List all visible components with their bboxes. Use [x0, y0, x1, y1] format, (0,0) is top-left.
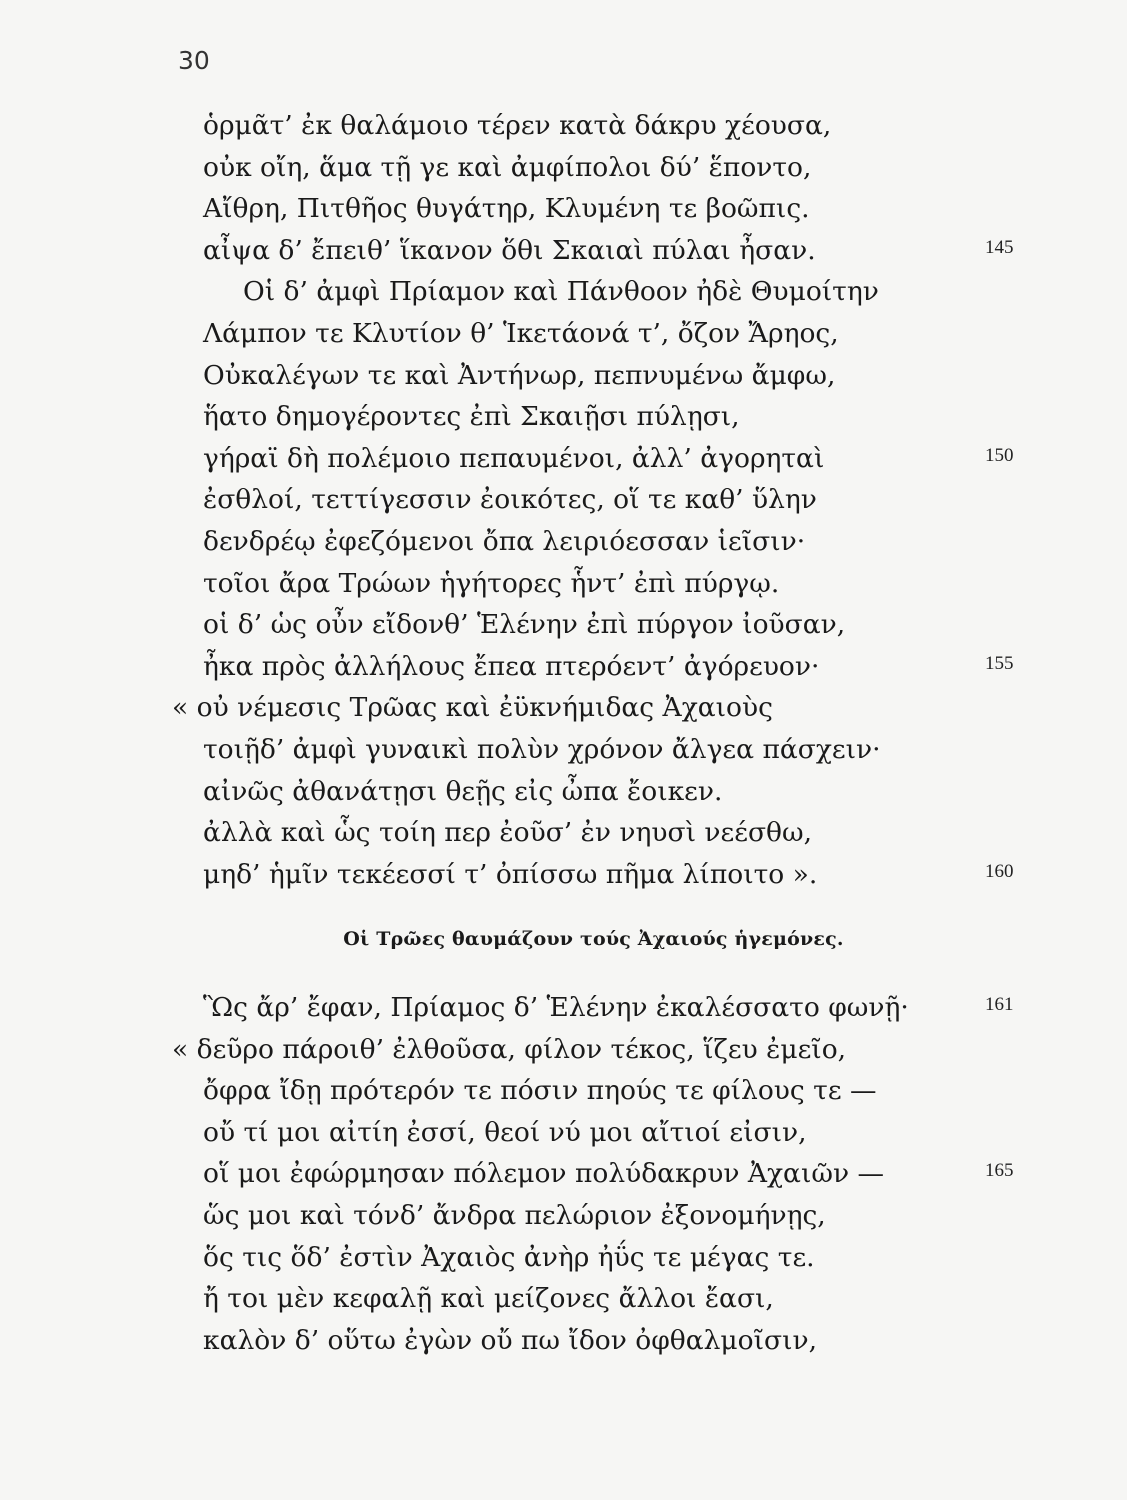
- verse-line: [0, 605, 1127, 645]
- verse-line: [0, 988, 1127, 1028]
- verse-line: [0, 1238, 1127, 1278]
- verse-text: δενδρέῳ ἐφεζόμενοι ὄπα λειριόεσσαν ἱεῖσιν·: [203, 526, 806, 557]
- page-number: 30: [178, 46, 210, 75]
- line-number: 165: [985, 1160, 1014, 1182]
- verse-text: οἵ μοι ἐφώρμησαν πόλεμον πολύδακρυν Ἀχαιῶν —: [203, 1158, 884, 1190]
- verse-text: ὄφρα ἴδῃ πρότερόν τε πόσιν πηούς τε φίλους τε —: [203, 1075, 877, 1107]
- verse-line: [0, 1321, 1127, 1361]
- verse-line: [0, 1030, 1127, 1070]
- verse-line: [0, 1279, 1127, 1319]
- verse-text: Λάμπον τε Κλυτίον θ’ Ἱκετάονά τ’, ὄζον Ἄρηος,: [203, 318, 839, 349]
- verse-text: « οὐ νέμεσις Τρῶας καὶ ἐϋκνήμιδας Ἀχαιοὺς: [172, 692, 773, 724]
- verse-line: [0, 1071, 1127, 1111]
- verse-text: Αἴθρη, Πιτθῆος θυγάτηρ, Κλυμένη τε βοῶπις.: [203, 193, 810, 225]
- verse-line: [0, 647, 1127, 687]
- verse-line: [0, 1154, 1127, 1194]
- verse-line: [0, 855, 1127, 895]
- verse-text: ἐσθλοί, τεττίγεσσιν ἐοικότες, οἵ τε καθ’ ὕλην: [203, 484, 817, 516]
- section-heading-text: Οἱ Τρῶες θαυμάζουν τούς Ἀχαιούς ἡγεμόνες.: [343, 928, 844, 950]
- verse-line: [0, 272, 1127, 312]
- verse-text: γήραϊ δὴ πολέμοιο πεπαυμένοι, ἀλλ’ ἀγορηταὶ: [203, 442, 825, 474]
- verse-text: οἱ δ’ ὡς οὖν εἴδονθ’ Ἑλένην ἐπὶ πύργον ἰοῦσαν,: [203, 609, 846, 641]
- verse-text: ἥατο δημογέροντες ἐπὶ Σκαιῇσι πύλῃσι,: [203, 401, 740, 433]
- verse-line: [0, 231, 1127, 271]
- verse-line: [0, 397, 1127, 437]
- verse-line: [0, 480, 1127, 520]
- verse-text: οὔ τί μοι αἰτίη ἐσσί, θεοί νύ μοι αἴτιοί εἰσιν,: [203, 1116, 807, 1148]
- line-number: 160: [985, 860, 1014, 882]
- line-number: 145: [985, 236, 1014, 258]
- verse-line: [0, 772, 1127, 812]
- verse-line: [0, 189, 1127, 229]
- verse-text: Οἱ δ’ ἀμφὶ Πρίαμον καὶ Πάνθοον ἠδὲ Θυμοίτην: [243, 276, 879, 308]
- verse-line: [0, 1113, 1127, 1153]
- line-number: 161: [985, 994, 1014, 1015]
- verse-text: ἀλλὰ καὶ ὧς τοίη περ ἐοῦσ’ ἐν νηυσὶ νεέσθω,: [203, 817, 813, 849]
- verse-text: οὐκ οἴη, ἅμα τῇ γε καὶ ἀμφίπολοι δύ’ ἕποντο,: [203, 151, 812, 183]
- verse-line: [0, 1196, 1127, 1236]
- verse-text: « δεῦρο πάροιθ’ ἐλθοῦσα, φίλον τέκος, ἵζευ ἐμεῖο,: [172, 1033, 847, 1065]
- verse-text: καλὸν δ’ οὕτω ἐγὼν οὔ πω ἴδον ὀφθαλμοῖσιν,: [203, 1324, 818, 1356]
- verse-text: αἰνῶς ἀθανάτῃσι θεῇς εἰς ὦπα ἔοικεν.: [203, 775, 723, 807]
- verse-line: [0, 688, 1127, 728]
- verse-line: [0, 148, 1127, 188]
- verse-text: Οὐκαλέγων τε καὶ Ἀντήνωρ, πεπνυμένω ἄμφω,: [203, 359, 836, 391]
- verse-text: μηδ’ ἡμῖν τεκέεσσί τ’ ὀπίσσω πῆμα λίποιτο ».: [203, 858, 818, 890]
- verse-text: ἦκα πρὸς ἀλλήλους ἔπεα πτερόεντ’ ἀγόρευον·: [203, 650, 820, 682]
- verse-text: ὁρμᾶτ’ ἐκ θαλάμοιο τέρεν κατὰ δάκρυ χέουσα,: [203, 110, 832, 141]
- verse-text: Ὣς ἄρ’ ἔφαν, Πρίαμος δ’ Ἑλένην ἐκαλέσσατο φωνῇ·: [203, 992, 909, 1023]
- verse-line: [0, 356, 1127, 396]
- verse-line: [0, 564, 1127, 604]
- section-heading: [0, 928, 1127, 950]
- line-number: 155: [985, 652, 1014, 674]
- verse-line: [0, 522, 1127, 562]
- verse-text: ὥς μοι καὶ τόνδ’ ἄνδρα πελώριον ἐξονομήνῃς,: [203, 1200, 826, 1231]
- verse-line: [0, 439, 1127, 479]
- verse-line: [0, 106, 1127, 146]
- verse-text: ἤ τοι μὲν κεφαλῇ καὶ μείζονες ἄλλοι ἔασι,: [203, 1283, 774, 1315]
- verse-text: τοιῇδ’ ἀμφὶ γυναικὶ πολὺν χρόνον ἄλγεα πάσχειν·: [203, 734, 881, 765]
- verse-line: [0, 314, 1127, 354]
- line-number: 150: [985, 444, 1014, 466]
- verse-line: [0, 730, 1127, 770]
- verse-text: αἶψα δ’ ἔπειθ’ ἵκανον ὅθι Σκαιαὶ πύλαι ἦσαν.: [203, 234, 816, 266]
- verse-text: τοῖοι ἄρα Τρώων ἡγήτορες ἧντ’ ἐπὶ πύργῳ.: [203, 567, 780, 599]
- verse-text: ὅς τις ὅδ’ ἐστὶν Ἀχαιὸς ἀνὴρ ἠΰς τε μέγας τε.: [203, 1241, 815, 1273]
- verse-line: [0, 813, 1127, 853]
